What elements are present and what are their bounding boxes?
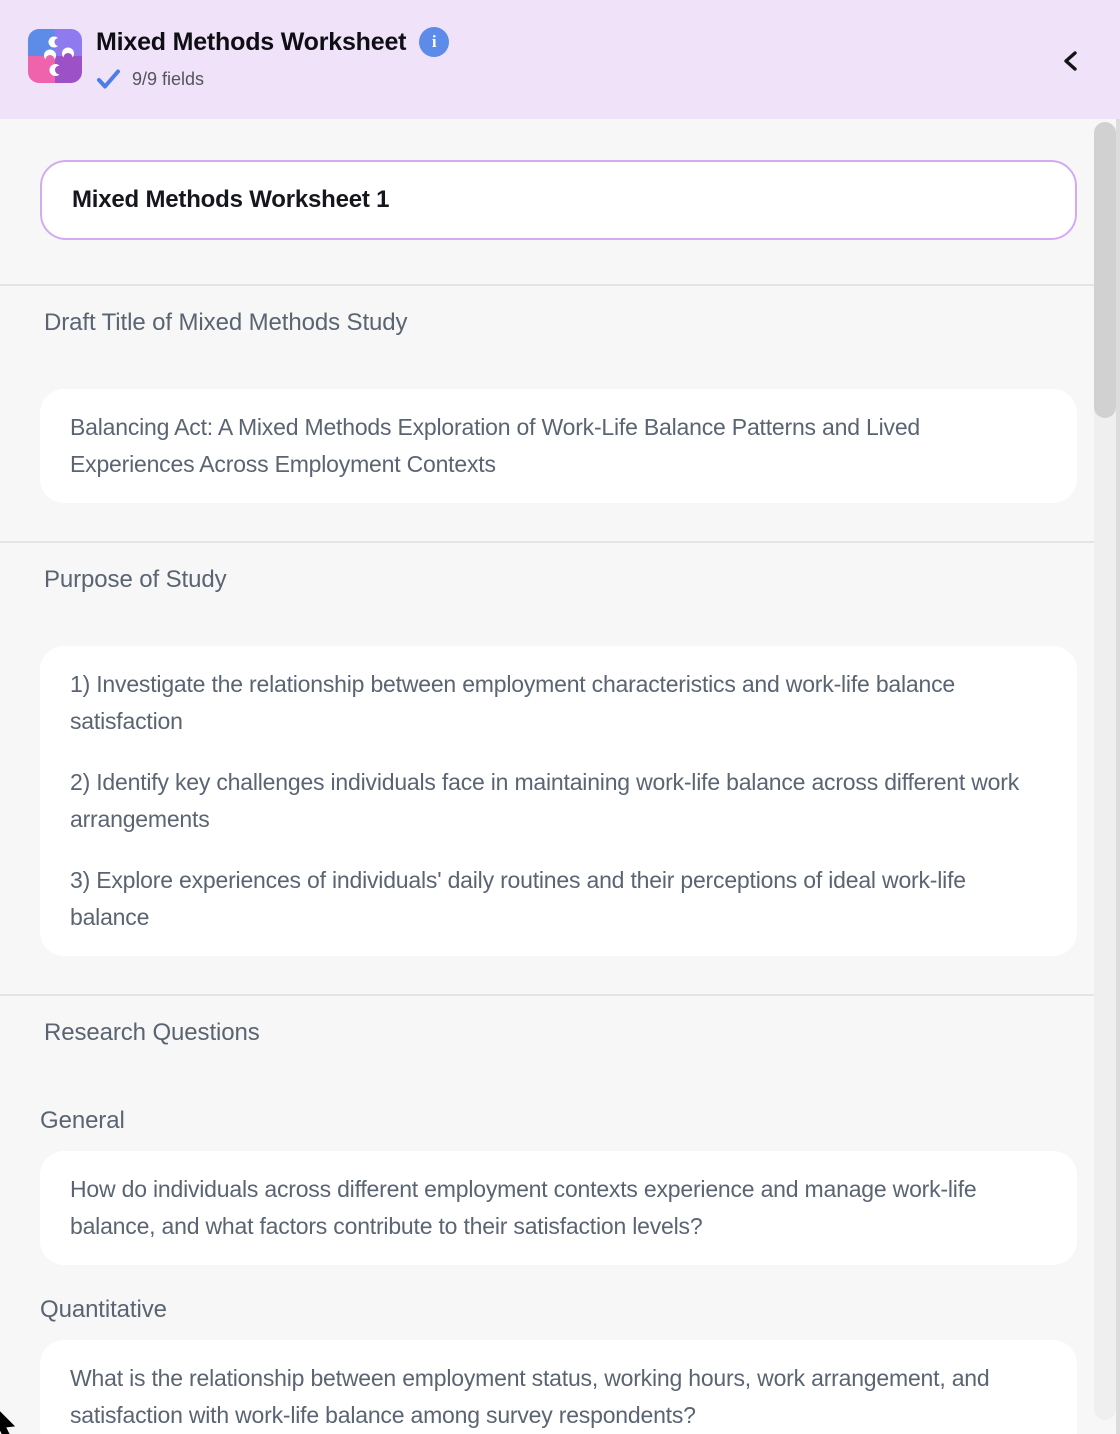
check-icon (96, 68, 121, 90)
collapse-panel-button[interactable] (1054, 44, 1088, 78)
section-heading-draft-title: Draft Title of Mixed Methods Study (44, 309, 408, 336)
worksheet-name-input[interactable] (40, 160, 1077, 240)
purpose-item: 1) Investigate the relationship between employment characteristics and work-life balance satisfaction (70, 671, 955, 734)
purpose-item: 3) Explore experiences of individuals' daily routines and their perceptions of ideal work-life balance (70, 867, 966, 930)
window-edge (1116, 119, 1120, 1434)
scrollbar-thumb[interactable] (1094, 122, 1116, 418)
general-question-value: How do individuals across different employment contexts experience and manage work-life balance, and what factors contribute to their satisfaction levels? (70, 1176, 977, 1239)
section-divider (0, 541, 1120, 543)
purpose-field[interactable] (40, 646, 1077, 956)
subsection-label-general: General (40, 1107, 125, 1134)
general-question-field[interactable] (40, 1151, 1077, 1265)
section-heading-purpose: Purpose of Study (44, 566, 227, 593)
info-icon[interactable] (419, 27, 449, 57)
scrollbar-track[interactable] (1094, 122, 1116, 1420)
quantitative-question-field[interactable] (40, 1340, 1077, 1434)
panel-header (0, 0, 1120, 119)
panel-title: Mixed Methods Worksheet (96, 28, 407, 56)
quantitative-question-value: What is the relationship between employment status, working hours, work arrangement, and satisfaction with work-life balance among survey respondents? (70, 1365, 990, 1428)
puzzle-icon (28, 28, 82, 84)
section-divider (0, 284, 1120, 286)
section-divider (0, 994, 1120, 996)
fields-status: 9/9 fields (132, 68, 205, 89)
worksheet-body (0, 160, 1120, 1434)
chevron-left-icon (1060, 49, 1082, 73)
info-icon-glyph: i (431, 32, 437, 51)
subsection-label-quantitative: Quantitative (40, 1296, 167, 1323)
draft-title-field[interactable] (40, 389, 1077, 503)
section-heading-research-questions: Research Questions (44, 1019, 260, 1046)
purpose-item: 2) Identify key challenges individuals face in maintaining work-life balance across different work arrangements (70, 769, 1020, 832)
draft-title-value: Balancing Act: A Mixed Methods Exploration of Work-Life Balance Patterns and Lived Experiences Across Employment Contexts (70, 414, 920, 477)
